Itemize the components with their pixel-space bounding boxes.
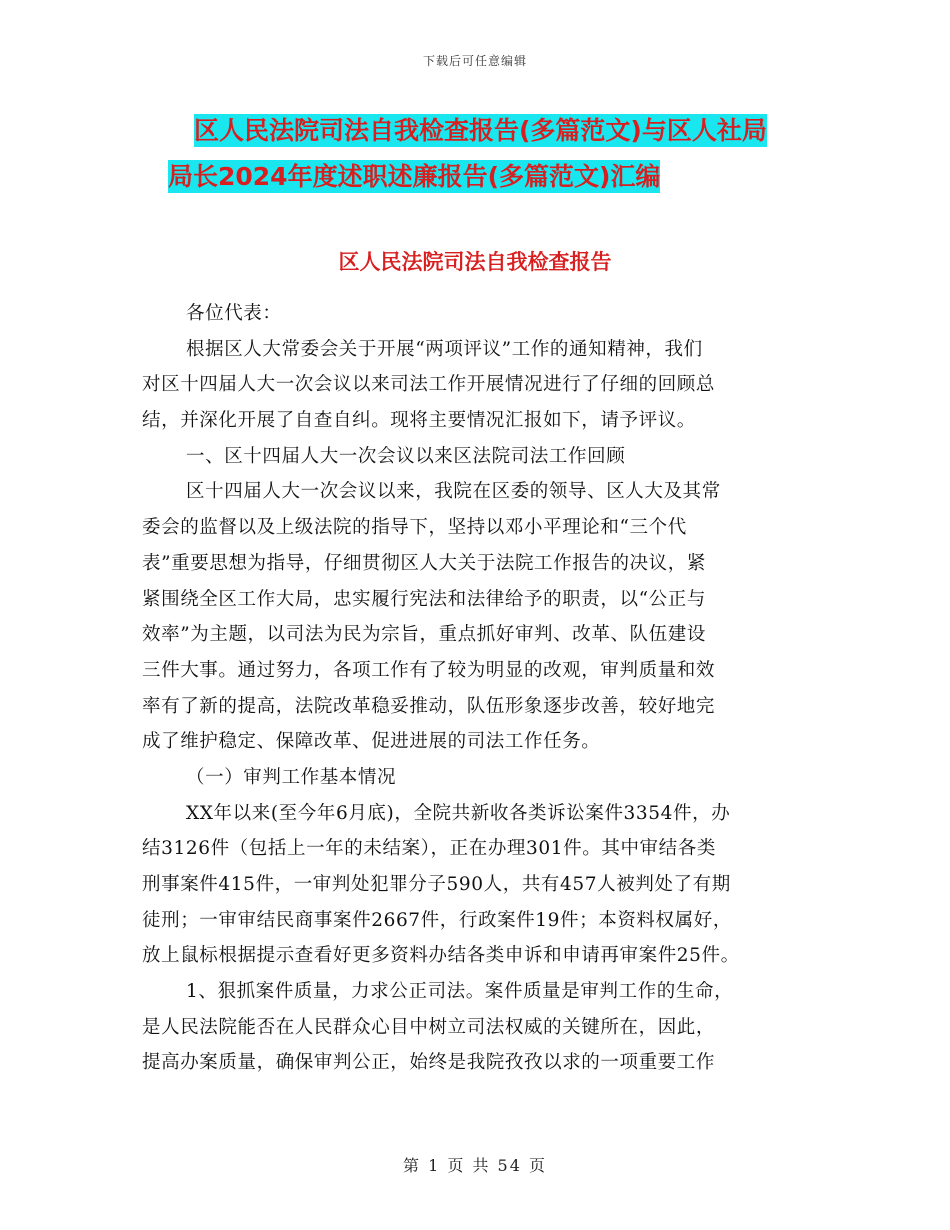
paragraph-line: 结3126件（包括上一年的未结案），正在办理301件。其中审结各类: [142, 838, 716, 860]
paragraph-line: XX年以来(至今年6月底)，全院共新收各类诉讼案件3354件，办: [186, 802, 731, 824]
paragraph-line: 放上鼠标根据提示查看好更多资料办结各类申诉和申请再审案件25件。: [142, 945, 740, 967]
page-number: 第 1 页 共 54 页: [403, 1156, 547, 1175]
paragraph-line: 对区十四届人大一次会议以来司法工作开展情况进行了仔细的回顾总: [142, 374, 716, 396]
document-title-line-2: [142, 154, 822, 200]
paragraph-line: 区十四届人大一次会议以来，我院在区委的领导、区人大及其常: [186, 481, 721, 503]
document-title-line-1: [142, 108, 822, 154]
paragraph-line: 三件大事。通过努力，各项工作有了较为明显的改观，审判质量和效: [142, 659, 716, 681]
paragraph-line: 紧围绕全区工作大局，忠实履行宪法和法律给予的职责，以“公正与: [142, 588, 706, 610]
title-highlight-1: 区人民法院司法自我检查报告(多篇范文)与区人社局: [194, 116, 767, 145]
paragraph-line: 根据区人大常委会关于开展“两项评议”工作的通知精神，我们: [186, 338, 703, 360]
subheading-line: （一）审判工作基本情况: [186, 766, 397, 788]
paragraph-line: 成了维护稳定、保障改革、促进进展的司法工作任务。: [142, 731, 601, 753]
paragraph-line: 提高办案质量，确保审判公正，始终是我院孜孜以求的一项重要工作: [142, 1052, 716, 1074]
title-highlight-2: 局长2024年度述职述廉报告(多篇范文)汇编: [168, 162, 661, 191]
paragraph-line: 1、狠抓案件质量，力求公正司法。案件质量是审判工作的生命，: [186, 981, 734, 1003]
paragraph-line: 率有了新的提高，法院改革稳妥推动，队伍形象逐步改善，较好地完: [142, 695, 716, 717]
section-title: 区人民法院司法自我检查报告: [338, 250, 612, 274]
body-text: [142, 296, 822, 1081]
paragraph-line: 刑事案件415件，一审判处犯罪分子590人，共有457人被判处了有期: [142, 874, 731, 895]
paragraph-line: 委会的监督以及上级法院的指导下，坚持以邓小平理论和“三个代: [142, 517, 687, 539]
paragraph-line: 是人民法院能否在人民群众心目中树立司法权威的关键所在，因此，: [142, 1016, 716, 1038]
paragraph-line: 结，并深化开展了自查自纠。现将主要情况汇报如下，请予评议。: [142, 410, 696, 432]
heading-line: 一、区十四届人大一次会议以来区法院司法工作回顾: [186, 445, 626, 467]
paragraph-line: 表”重要思想为指导，仔细贯彻区人大关于法院工作报告的决议，紧: [142, 552, 706, 574]
page-header-note: 下载后可任意编辑: [422, 54, 527, 68]
paragraph-line: 效率”为主题，以司法为民为宗旨，重点抓好审判、改革、队伍建设: [142, 624, 706, 646]
document-title: [142, 108, 822, 200]
paragraph-line: 各位代表：: [186, 303, 282, 324]
paragraph-line: 徒刑；一审审结民商事案件2667件，行政案件19件；本资料权属好，: [142, 909, 732, 931]
